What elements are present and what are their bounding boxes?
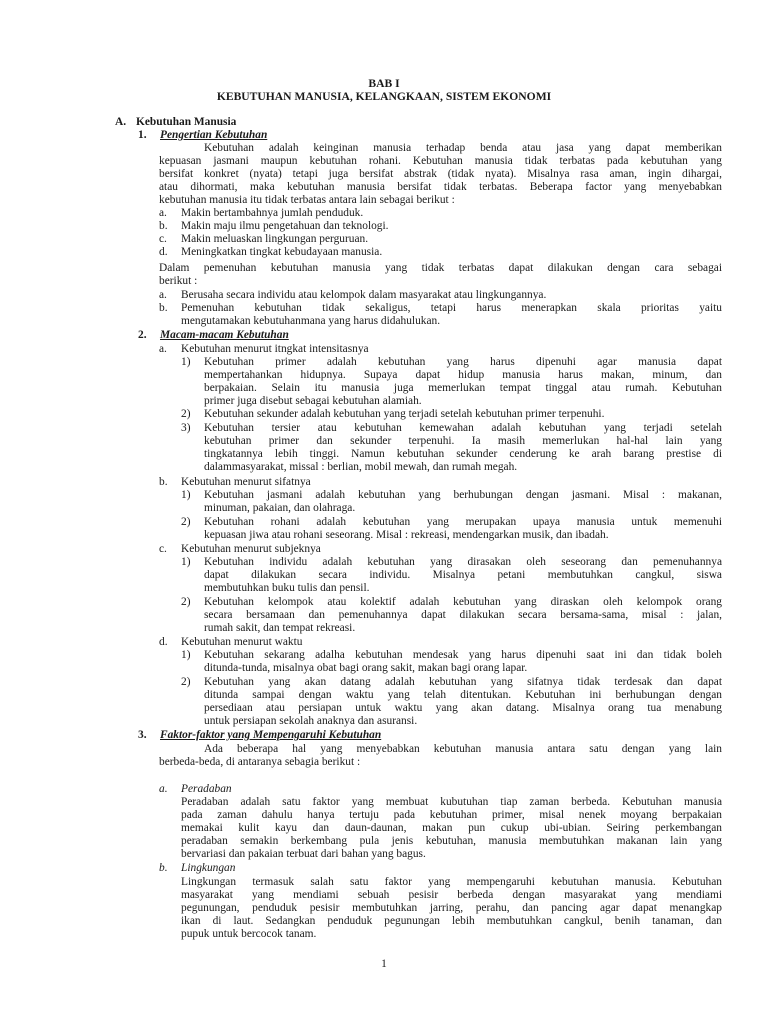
sublist-line: Kebutuhan sekarang adalha kebutuhan mendesak yang harus dipenuhi saat ini dan tidak boleh (204, 649, 722, 661)
sublist-line: Kebutuhan primer adalah kebutuhan yang harus dipenuhi agar manusia dapat (204, 356, 722, 368)
sublist-line: mempertahankan hidupnya. Supaya dapat hidup manusia harus makan, minum, dan (204, 369, 722, 381)
list-item-continued: mengutamakan kebutuhanmana yang harus didahulukan. (181, 315, 441, 327)
paragraph-line: berbeda-beda, di antaranya sebagia berikut : (159, 756, 361, 768)
sublist-line: ditunda-tunda, misalnya obat bagi orang sakit, makan bagi orang lapar. (204, 662, 528, 674)
sublist-marker: 1) (181, 356, 191, 368)
sublist-line: persediaan atau persiapan untuk waktu yang akan datang. Misalnya orang tua menabung (204, 702, 722, 714)
paragraph-line: memakai kulit kayu dan daun-daunan, makan pun cukup ubi-ubian. Seiring perkembangan (181, 822, 722, 834)
sublist-line: untuk persiapan sekolah anaknya dan asuransi. (204, 715, 418, 727)
paragraph-line: pegunungan, penduduk pesisir membutuhkan jarring, perahu, dan pancing agar dapat menangkap (181, 902, 722, 914)
sublist-line: dalammasyarakat, missal : berlian, mobil mewah, dan rumah megah. (204, 461, 518, 473)
list-item: Makin meluaskan lingkungan perguruan. (181, 233, 369, 245)
paragraph-line: bervariasi dan pakaian terbuat dari bahan yang bagus. (181, 848, 426, 860)
subsection-title: Macam-macam Kebutuhan (160, 329, 289, 341)
subsection-marker: 1. (138, 129, 147, 141)
list-marker: c. (159, 233, 167, 245)
list-item-title: Peradaban (181, 783, 232, 795)
list-item: Makin maju ilmu pengetahuan dan teknologi. (181, 220, 389, 232)
list-marker: d. (159, 246, 168, 258)
paragraph-line: atau dihormati, maka kebutuhan manusia bersifat tidak terbatas. Beberapa factor yang menyebabkan (159, 181, 722, 193)
list-marker: a. (159, 783, 168, 795)
paragraph-line: pupuk untuk bercocok tanam. (181, 928, 317, 940)
subsection-title: Faktor-faktor yang Mempengaruhi Kebutuhan (160, 729, 382, 741)
sublist-marker: 2) (181, 596, 191, 608)
sublist-marker: 2) (181, 408, 191, 420)
sublist-marker: 2) (181, 516, 191, 528)
sublist-line: primer juga disebut sebagai kebutuhan alamiah. (204, 395, 422, 407)
sublist-line: secara bersamaan dan pemenuhannya dapat dilakukan secara bersama-sama, misal : jalan, (204, 609, 722, 621)
list-marker: d. (159, 636, 168, 648)
paragraph-line: Dalam pemenuhan kebutuhan manusia yang tidak terbatas dapat dilakukan dengan cara sebagai (159, 262, 722, 274)
subsection-title: Pengertian Kebutuhan (160, 129, 268, 141)
list-item-title: Lingkungan (181, 862, 236, 874)
paragraph-line: Lingkungan termasuk salah satu faktor yang mempengaruhi kebutuhan manusia. Kebutuhan (181, 876, 722, 888)
sublist-line: Kebutuhan tersier atau kebutuhan kemewahan adalah kebutuhan yang terjadi setelah (204, 422, 722, 434)
paragraph-line: berikut : (159, 275, 198, 287)
sublist-line: kebutuhan primer dan sekunder terpenuhi. Ia masih memerlukan hal-hal lain yang (204, 435, 722, 447)
sublist-line: kepuasan jiwa atau rohani seseorang. Misal : rekreasi, mendengarkan musik, dan ibadah. (204, 529, 609, 541)
list-item: Berusaha secara individu atau kelompok dalam masyarakat atau lingkungannya. (181, 289, 547, 301)
list-marker: a. (159, 343, 167, 355)
sublist-line: minuman, pakaian, dan olahraga. (204, 502, 356, 514)
sublist-line: Kebutuhan individu adalah kebutuhan yang dirasakan oleh seseorang dan pemenuhannya (204, 556, 722, 568)
chapter-title: KEBUTUHAN MANUSIA, KELANGKAAN, SISTEM EKONOMI (216, 90, 552, 103)
list-item: Kebutuhan menurut waktu (181, 636, 303, 648)
sublist-line: Kebutuhan yang akan datang adalah kebutuhan yang sifatnya tidak terdesak dan dapat (204, 676, 722, 688)
section-title: Kebutuhan Manusia (136, 116, 237, 128)
list-marker: b. (159, 862, 168, 874)
sublist-line: dapat dilakukan secara individu. Misalnya petani membutuhkan cangkul, siswa (204, 569, 722, 581)
sublist-line: membutuhkan buku tulis dan pensil. (204, 582, 370, 594)
list-marker: b. (159, 302, 168, 314)
list-marker: a. (159, 207, 167, 219)
list-marker: c. (159, 543, 167, 555)
sublist-line: Kebutuhan kelompok atau kolektif adalah kebutuhan yang diraskan oleh kelompok orang (204, 596, 722, 608)
section-marker: A. (115, 116, 127, 128)
paragraph-line: pada zaman dahulu hanya tertuju pada kebutuhan primer, misal nenek moyang berpakaian (181, 809, 722, 821)
page-number: 1 (381, 958, 387, 970)
list-marker: b. (159, 476, 168, 488)
sublist-line: ditunda sampai dengan waktu yang telah ditentukan. Kebutuhan ini berhubungan dengan (204, 689, 722, 701)
list-item: Kebutuhan menurut itngkat intensitasnya (181, 343, 369, 355)
sublist-marker: 3) (181, 422, 191, 434)
sublist-line: berpakaian. Selain itu manusia juga memerlukan tempat tinggal atau rumah. Kebutuhan (204, 382, 722, 394)
list-item: Pemenuhan kebutuhan tidak sekaligus, tetapi harus menerapkan skala prioritas yaitu (181, 302, 722, 314)
paragraph-line: ikan di laut. Sedangkan penduduk pegunungan lebih membutuhkan cangkul, benih tanaman, dan (181, 915, 722, 927)
sublist-marker: 2) (181, 676, 191, 688)
subsection-marker: 2. (138, 329, 147, 341)
paragraph-line: peradaban semakin berkembang pula jenis kebutuhan, manusia membutuhkan makanan lain yang (181, 835, 722, 847)
list-item: Makin bertambahnya jumlah penduduk. (181, 207, 364, 219)
list-item: Meningkatkan tingkat kebudayaan manusia. (181, 246, 383, 258)
sublist-line: tingkatannya lebih tinggi. Namun kebutuhan sekunder cenderung ke arah barang prestise di (204, 448, 722, 460)
paragraph-line: Peradaban adalah satu faktor yang membuat kubutuhan tiap zaman berbeda. Kebutuhan manusia (181, 796, 722, 808)
list-item: Kebutuhan menurut subjeknya (181, 543, 321, 555)
sublist-line: Kebutuhan rohani adalah kebutuhan yang merupakan upaya manusia untuk memenuhi (204, 516, 722, 528)
paragraph-line: kebutuhan manusia itu tidak terbatas antara lain sebagai berikut : (159, 194, 455, 206)
sublist-line: rumah sakit, dan tempat rekreasi. (204, 622, 356, 634)
sublist-marker: 1) (181, 556, 191, 568)
chapter-label: BAB I (368, 77, 400, 90)
subsection-marker: 3. (138, 729, 147, 741)
list-item: Kebutuhan menurut sifatnya (181, 476, 311, 488)
list-marker: b. (159, 220, 168, 232)
paragraph-line: bersifat konkret (nyata) tetapi juga bersifat abstrak (tidak nyata). Misalnya rasa aman, ingin dihargai, (159, 168, 722, 180)
paragraph-line: Ada beberapa hal yang menyebabkan kebutuhan manusia antara satu dengan yang lain (204, 743, 722, 755)
sublist-line: Kebutuhan sekunder adalah kebutuhan yang terjadi setelah kebutuhan primer terpenuhi. (204, 408, 605, 420)
paragraph-line: masyarakat yang mendiami sebuah pesisir berbeda dengan masyarakat yang mendiami (181, 889, 722, 901)
sublist-line: Kebutuhan jasmani adalah kebutuhan yang berhubungan dengan jasmani. Misal : makanan, (204, 489, 722, 501)
paragraph-line: kepuasan jasmani maupun kebutuhan rohani. Kebutuhan manusia tidak terbatas pada kebutuhan yang (159, 155, 722, 167)
sublist-marker: 1) (181, 649, 191, 661)
sublist-marker: 1) (181, 489, 191, 501)
paragraph-line: Kebutuhan adalah keinginan manusia terhadap benda atau jasa yang dapat memberikan (204, 142, 722, 154)
list-marker: a. (159, 289, 167, 301)
